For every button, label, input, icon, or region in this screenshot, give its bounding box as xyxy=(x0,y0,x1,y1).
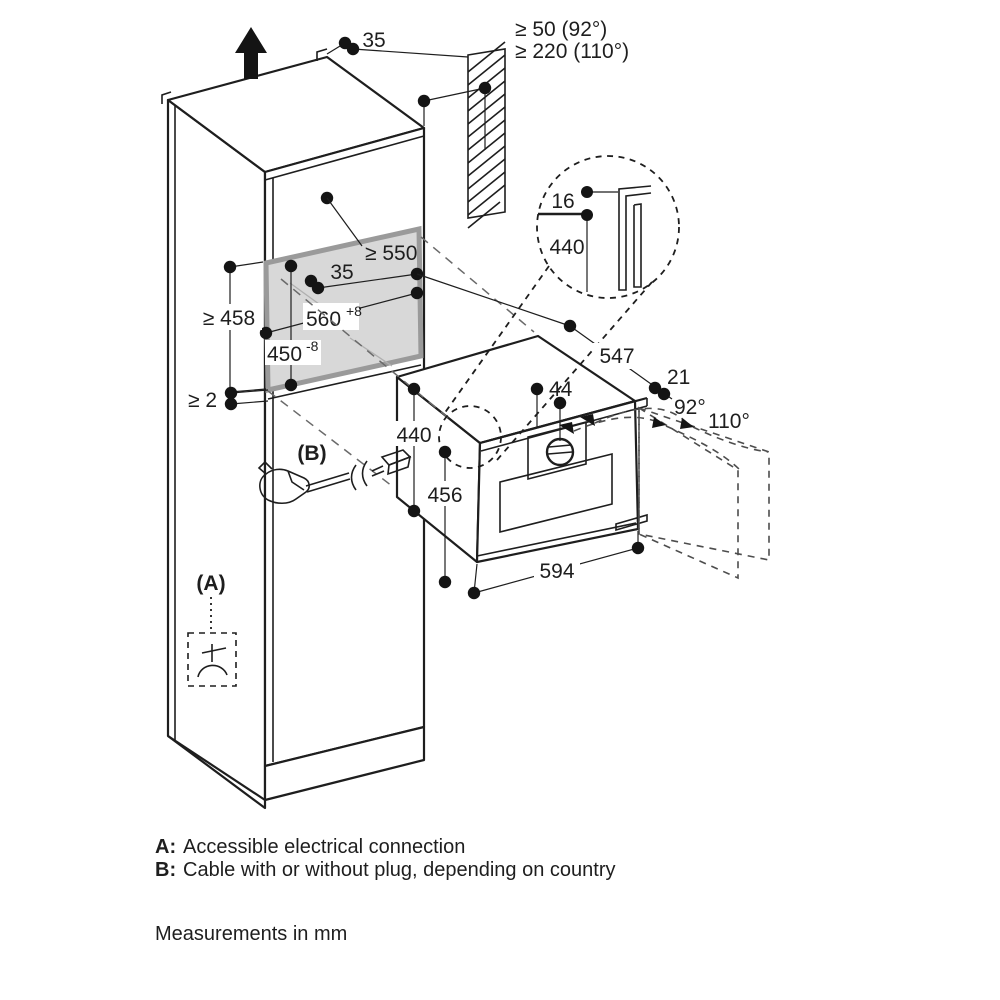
control-knob xyxy=(547,439,573,465)
label-a: (A) xyxy=(196,572,226,595)
dim-depth-547: 547 xyxy=(599,345,635,368)
dim-detail-440: 440 xyxy=(549,236,585,259)
trim-profile xyxy=(619,186,651,290)
tall-cabinet xyxy=(162,49,424,808)
dim-niche-height: 450 xyxy=(267,343,303,366)
oven xyxy=(397,336,647,562)
dim-detail-16: 16 xyxy=(551,190,575,213)
detail-circle xyxy=(537,156,679,298)
dim-niche-depth: ≥ 550 xyxy=(365,242,418,265)
dim-niche-min-height: ≥ 458 xyxy=(202,307,256,330)
top-gap-dimension xyxy=(327,29,468,57)
dim-clearance-110: ≥ 220 (110°) xyxy=(515,40,630,63)
dim-oven-width: 594 xyxy=(539,560,575,583)
legend-a-key: A: xyxy=(155,836,177,858)
dim-top-gap: 35 xyxy=(362,29,386,52)
legend-a-text: Accessible electrical connection xyxy=(183,836,466,858)
side-wall-hatch xyxy=(468,42,505,228)
detail-content xyxy=(538,186,651,292)
hatch-lines xyxy=(468,42,505,228)
dim-angle-92: 92° xyxy=(674,396,706,419)
door-open-92 xyxy=(639,408,738,578)
up-arrow-icon xyxy=(235,27,267,79)
measurements-note: Measurements in mm xyxy=(155,923,348,945)
arrowhead-110 xyxy=(680,418,694,429)
dim-panel-44: 44 xyxy=(549,378,573,401)
dim-niche-width-tol: +8 xyxy=(346,303,362,319)
dim-niche-gap: ≥ 2 xyxy=(187,389,217,412)
dim-oven-front-height: 456 xyxy=(427,484,463,507)
dim-niche-height-tol: -8 xyxy=(306,338,319,354)
label-b: (B) xyxy=(297,442,327,465)
dim-niche-rail: 35 xyxy=(330,261,354,284)
dim-angle-110: 110° xyxy=(708,410,750,433)
arrowhead-92 xyxy=(652,417,666,428)
dim-niche-width: 560 xyxy=(306,308,342,331)
legend-b-text: Cable with or without plug, depending on country xyxy=(183,859,616,881)
wall-distance-dimension xyxy=(418,18,629,150)
dim-oven-side-height: 440 xyxy=(396,424,432,447)
legend-b-key: B: xyxy=(155,859,177,881)
legend xyxy=(155,836,616,945)
dim-proud-21: 21 xyxy=(667,366,691,389)
cabinet-side-panel xyxy=(168,100,265,808)
dim-clearance-92: ≥ 50 (92°) xyxy=(515,18,608,41)
